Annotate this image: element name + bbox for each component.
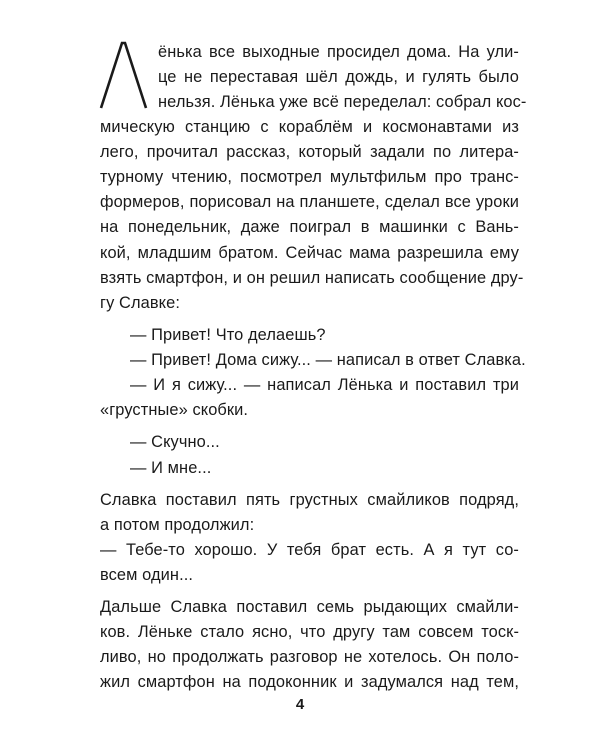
text-line: це не переставая шёл дождь, и гулять было bbox=[158, 68, 519, 86]
dialogue-line: — Тебе-то хорошо. У тебя брат есть. А я тут со- bbox=[100, 541, 519, 559]
dialogue-line: — И я сижу... — написал Лёнька и поставил три bbox=[130, 376, 519, 394]
svg-text:Л: Л bbox=[98, 40, 99, 41]
text-line: мическую станцию с кораблём и космонавтами из bbox=[100, 118, 519, 136]
text-line: всем один... bbox=[100, 566, 194, 584]
text-line: «грустные» скобки. bbox=[100, 401, 249, 419]
dialogue-line: — Привет! Что делаешь? bbox=[130, 326, 326, 344]
text-line: взять смартфон, и он решил написать сообщение дру- bbox=[100, 269, 524, 287]
text-line: Славка поставил пять грустных смайликов подряд, bbox=[100, 491, 519, 509]
drop-cap-letter bbox=[98, 40, 150, 110]
dialogue-line: — Привет! Дома сижу... — написал в ответ Славка. bbox=[130, 351, 526, 369]
dialogue-line: — И мне... bbox=[130, 459, 212, 477]
text-line: кой, младшим братом. Сейчас мама разрешила ему bbox=[100, 244, 519, 262]
text-line: турному чтению, посмотрел мультфильм про транс- bbox=[100, 168, 519, 186]
text-line: а потом продолжил: bbox=[100, 516, 255, 534]
text-line: нельзя. Лёнька уже всё переделал: собрал кос- bbox=[158, 93, 527, 111]
text-line: на понедельник, даже поиграл в машинки с Вань- bbox=[100, 218, 519, 236]
text-line: лего, прочитал рассказ, который задали по литера- bbox=[100, 143, 519, 161]
dialogue-line: — Скучно... bbox=[130, 433, 220, 451]
text-line: гу Славке: bbox=[100, 294, 180, 312]
text-line: ков. Лёньке стало ясно, что другу там совсем тоск- bbox=[100, 623, 519, 641]
text-line: Дальше Славка поставил семь рыдающих смайли- bbox=[100, 598, 519, 616]
text-line: ёнька все выходные просидел дома. На ули- bbox=[158, 43, 519, 61]
page-number: 4 bbox=[295, 696, 305, 713]
text-line: формеров, порисовал на планшете, сделал все уроки bbox=[100, 193, 519, 211]
text-line: жил смартфон на подоконник и задумался над тем, bbox=[100, 673, 519, 691]
text-line: ливо, но продолжать разговор не хотелось. Он поло- bbox=[100, 648, 519, 666]
